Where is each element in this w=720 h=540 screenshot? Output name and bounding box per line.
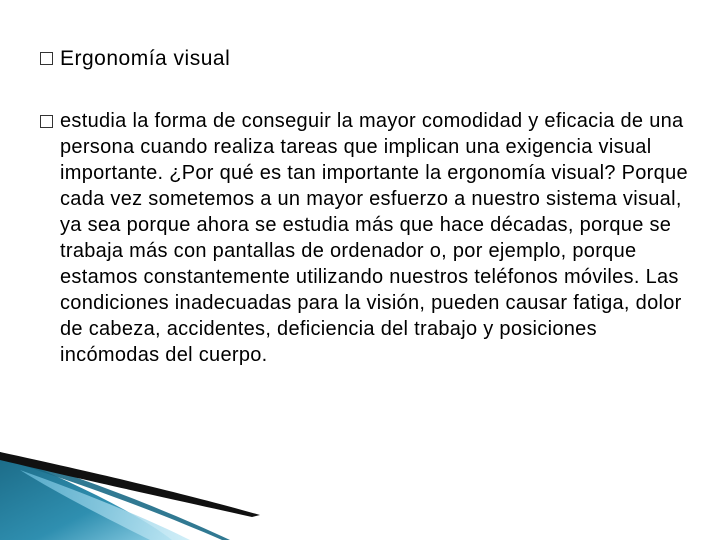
decor-teal-stroke — [0, 452, 230, 540]
square-bullet-icon — [40, 46, 60, 65]
square-bullet-icon — [40, 108, 60, 128]
heading-bullet-row — [40, 46, 680, 72]
decor-teal-wedge — [0, 452, 172, 540]
body-bullet-row — [40, 108, 690, 368]
decor-black-swoosh — [0, 452, 260, 517]
decor-light-wedge — [20, 470, 190, 540]
slide-heading: Ergonomía visual — [60, 47, 231, 70]
slide-body-text: estudia la forma de conseguir la mayor comodidad y eficacia de una persona cuando realiza tareas que implican una exigencia visual importante. ¿Por qué es tan importante la ergonomía visual? Porque cada vez sometemos a un mayor esfuerzo a nuestro sistema visual, ya sea porque ahora se estudia más que hace décadas, porque se trabaja más con pantallas de ordenador o, por ejemplo, porque estamos constantemente utilizando nuestros teléfonos móviles. Las condiciones inadecuadas para la visión, pueden causar fatiga, dolor de cabeza, accidentes, deficiencia del trabajo y posiciones incómodas del cuerpo. — [60, 110, 688, 366]
